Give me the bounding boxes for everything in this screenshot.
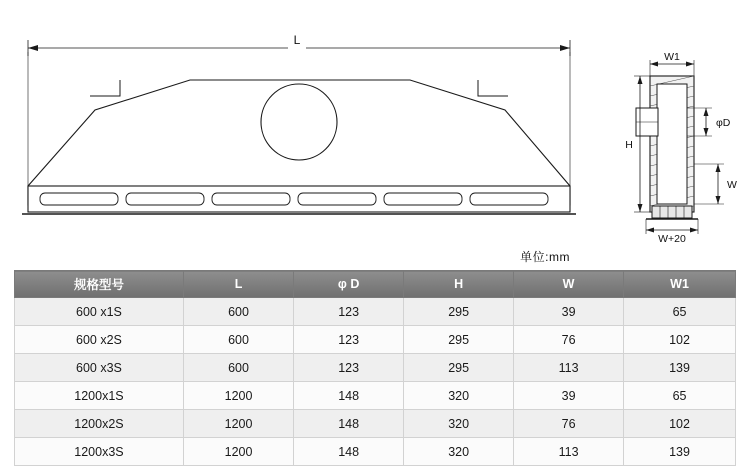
table-row [15, 326, 736, 354]
cell-H: 320 [404, 382, 514, 410]
cell-W1: 139 [624, 438, 736, 466]
duct-circle [261, 84, 337, 160]
cell-H: 295 [404, 326, 514, 354]
cell-L: 1200 [183, 382, 293, 410]
spec-table [14, 270, 736, 466]
cell-phiD: 148 [294, 410, 404, 438]
cell-model: 1200x1S [15, 382, 184, 410]
label-L: L [293, 33, 301, 47]
cell-W: 76 [514, 410, 624, 438]
dim-arrow-left [28, 45, 38, 51]
cell-H: 295 [404, 298, 514, 326]
col-header-H: H [404, 271, 514, 298]
cell-W: 113 [514, 438, 624, 466]
col-header-W: W [514, 271, 624, 298]
col-header-phiD: φ D [294, 271, 404, 298]
cell-W: 39 [514, 382, 624, 410]
cell-phiD: 123 [294, 326, 404, 354]
label-W1: W1 [664, 51, 680, 63]
table-row [15, 382, 736, 410]
cell-L: 1200 [183, 438, 293, 466]
bracket-left [90, 80, 120, 96]
cell-W1: 102 [624, 326, 736, 354]
cell-W1: 139 [624, 354, 736, 382]
cell-phiD: 148 [294, 438, 404, 466]
cell-W1: 65 [624, 298, 736, 326]
col-header-model: 规格型号 [15, 271, 184, 298]
label-phiD: φD [716, 117, 731, 129]
cell-model: 600 x2S [15, 326, 184, 354]
label-W-plus-20: W+20 [658, 233, 686, 245]
cell-H: 320 [404, 410, 514, 438]
dim-arrow-right [560, 45, 570, 51]
unit-note: 单位:mm [520, 250, 570, 264]
cell-H: 295 [404, 354, 514, 382]
cell-W: 39 [514, 298, 624, 326]
cell-L: 600 [183, 354, 293, 382]
cell-phiD: 123 [294, 354, 404, 382]
table-row [15, 298, 736, 326]
cell-model: 600 x1S [15, 298, 184, 326]
table-row [15, 354, 736, 382]
cell-model: 600 x3S [15, 354, 184, 382]
cell-W1: 102 [624, 410, 736, 438]
cell-W: 113 [514, 354, 624, 382]
side-base-block [652, 206, 692, 218]
cell-W: 76 [514, 326, 624, 354]
cell-L: 1200 [183, 410, 293, 438]
cell-model: 1200x2S [15, 410, 184, 438]
cell-L: 600 [183, 298, 293, 326]
table-row [15, 438, 736, 466]
label-H: H [625, 139, 633, 151]
cell-H: 320 [404, 438, 514, 466]
bracket-right [478, 80, 508, 96]
cell-phiD: 123 [294, 298, 404, 326]
cell-W1: 65 [624, 382, 736, 410]
col-header-L: L [183, 271, 293, 298]
cell-phiD: 148 [294, 382, 404, 410]
cell-model: 1200x3S [15, 438, 184, 466]
col-header-W1: W1 [624, 271, 736, 298]
table-header-row [15, 271, 736, 298]
spec-table-area [14, 270, 736, 466]
side-shell-inner [657, 84, 687, 204]
table-row [15, 410, 736, 438]
cell-L: 600 [183, 326, 293, 354]
label-W: W [727, 179, 737, 191]
